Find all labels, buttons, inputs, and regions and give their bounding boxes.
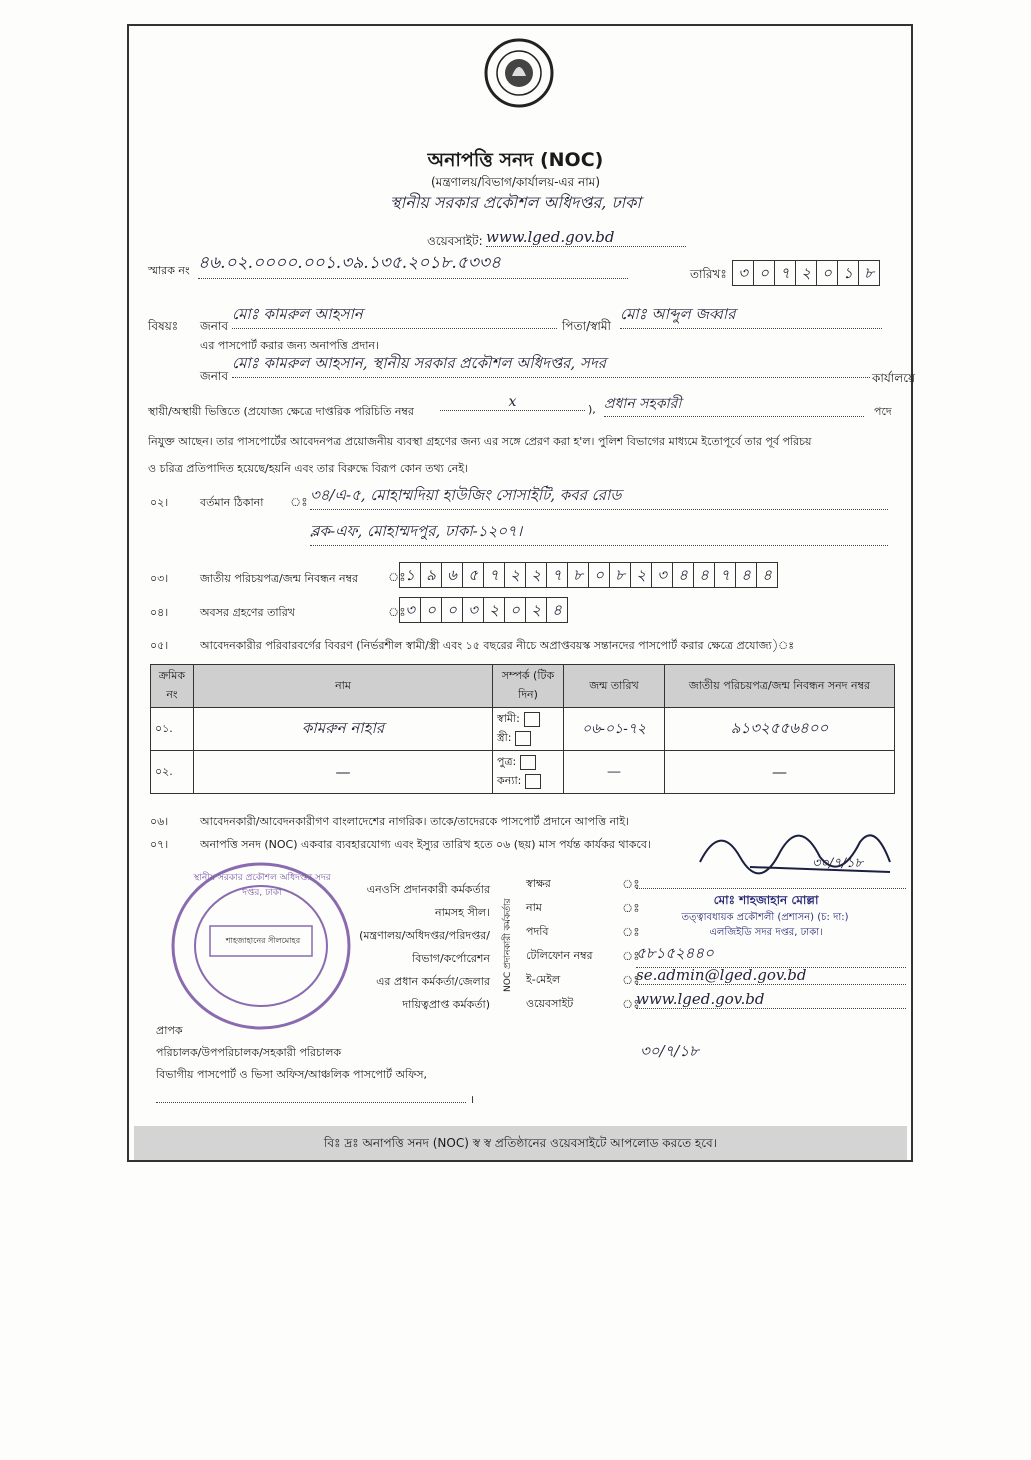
table-row bbox=[151, 751, 895, 794]
nid-digit: ২ bbox=[504, 562, 526, 588]
field-colons: ঃ ঃ ঃ ঃ ঃ ঃ bbox=[622, 877, 640, 1011]
nid-digit: ৭ bbox=[714, 562, 736, 588]
recipient-line-1: পরিচালক/উপপরিচালক/সহকারী পরিচালক bbox=[156, 1046, 342, 1059]
col-nid: জাতীয় পরিচয়পত্র/জন্ম নিবন্ধন সনদ নম্বর bbox=[665, 665, 895, 708]
rel-wife-label: স্ত্রী: bbox=[497, 731, 512, 744]
signatory-phone: ৫৮১৫২৪৪০ bbox=[636, 942, 906, 968]
signatory-website: www.lged.gov.bd bbox=[636, 990, 906, 1009]
designation: প্রধান সহকারী bbox=[604, 392, 864, 417]
item-2-no: ০২। bbox=[150, 496, 169, 509]
nid-digit: ৪ bbox=[693, 562, 715, 588]
item-2-colon: ঃ bbox=[290, 495, 308, 509]
left-block-line: নামসহ সীল। bbox=[435, 906, 490, 919]
daughter-checkbox[interactable] bbox=[525, 774, 541, 789]
row-serial: ০১. bbox=[151, 708, 194, 751]
field-website-label: ওয়েবসাইট bbox=[526, 997, 574, 1010]
row-serial: ০২. bbox=[151, 751, 194, 794]
body-line2-mid: ), bbox=[588, 403, 596, 416]
row-name: কামরুন নাহার bbox=[194, 708, 493, 751]
signatory-email: se.admin@lged.gov.bd bbox=[636, 966, 906, 985]
memo-label: স্মারক নং bbox=[148, 264, 190, 277]
retirement-digit: ৩ bbox=[399, 597, 421, 623]
body-line3: নিযুক্ত আছেন। তার পাসপোর্টের আবেদনপত্র প্রয়োজনীয় ব্যবস্থা গ্রহণের জন্য এর সঙ্গে প্রেরণ করা হ'ল। পুলিশ বিভাগের মাধ্যমে ইতোপূর্বে তার পূর্ব পরিচয় bbox=[148, 435, 812, 448]
field-phone-label: টেলিফোন নম্বর bbox=[526, 949, 593, 962]
body-mr-label: জনাব bbox=[200, 369, 229, 383]
date-digit: ৮ bbox=[858, 260, 880, 286]
item-3-label: জাতীয় পরিচয়পত্র/জন্ম নিবন্ধন নম্বর bbox=[200, 572, 359, 585]
col-relation: সম্পর্ক (টিক দিন) bbox=[493, 665, 564, 708]
retirement-digit: ২ bbox=[483, 597, 505, 623]
date-boxes bbox=[733, 260, 880, 286]
stamp-text: স্থানীয় সরকার প্রকৌশল অধিদপ্তর সদর দপ্তর, ঢাকা bbox=[193, 873, 331, 898]
item-3-colon: ঃ bbox=[388, 570, 406, 584]
left-block-line: বিভাগ/কর্পোরেশন bbox=[412, 952, 490, 965]
retirement-digit: ৩ bbox=[462, 597, 484, 623]
item-4-no: ০৪। bbox=[150, 606, 169, 619]
nid-digit: ০ bbox=[588, 562, 610, 588]
left-block-line: (মন্ত্রণালয়/অধিদপ্তর/পরিদপ্তর/ bbox=[359, 929, 490, 942]
nid-digit: ৪ bbox=[672, 562, 694, 588]
husband-checkbox[interactable] bbox=[524, 712, 540, 727]
signatory-title: তত্ত্বাবধায়ক প্রকৌশলী (প্রশাসন) (চ: দা:) bbox=[681, 912, 849, 923]
date-digit: ০ bbox=[816, 260, 838, 286]
item-6-label: আবেদনকারী/আবেদনকারীগণ বাংলাদেশের নাগরিক। তাকে/তাদেরকে পাসপোর্ট প্রদানে আপত্তি নাই। bbox=[200, 815, 630, 828]
item-3-no: ০৩। bbox=[150, 572, 169, 585]
stamp-name: শাহজাহানের সীলমোহর bbox=[225, 936, 301, 945]
item-7-label: অনাপত্তি সনদ (NOC) একবার ব্যবহারযোগ্য এবং ইস্যুর তারিখ হতে ০৬ (ছয়) মাস পর্যন্ত কার্যকর থাকবে। bbox=[200, 838, 651, 851]
item-6-no: ০৬। bbox=[150, 815, 169, 828]
document-subtitle: (মন্ত্রণালয়/বিভাগ/কার্যালয়-এর নাম) bbox=[430, 175, 601, 189]
signatory-fields bbox=[526, 872, 593, 1016]
applicant-name: মোঃ কামরুল আহসান bbox=[232, 303, 557, 329]
vertical-note: NOC প্রদানকারী কর্মকর্তার bbox=[503, 898, 513, 992]
rel-daughter-label: কন্যা: bbox=[497, 774, 522, 787]
body-line2-suffix: পদে bbox=[874, 405, 892, 418]
item-5-label: আবেদনকারীর পরিবারবর্গের বিবরণ (নির্ভরশীল স্বামী/স্ত্রী এবং ১৫ বছরের নীচে অপ্রাপ্তবয়স্ক সন্তানদের পাসপোর্ট করার ক্ষেত্রে প্রযোজ্য)ঃ bbox=[200, 639, 795, 652]
recipient-label: প্রাপক bbox=[156, 1024, 183, 1037]
nid-digit: ৩ bbox=[651, 562, 673, 588]
signatory-name: মোঃ শাহজাহান মোল্লা bbox=[713, 893, 819, 907]
date-digit: ২ bbox=[795, 260, 817, 286]
table-row bbox=[151, 708, 895, 751]
website-label: ওয়েবসাইট: bbox=[427, 234, 483, 248]
retirement-digit: ০ bbox=[504, 597, 526, 623]
nid-digit: ৬ bbox=[441, 562, 463, 588]
date-digit: ১ bbox=[837, 260, 859, 286]
recipient-line-3 bbox=[156, 1096, 466, 1103]
website-value: www.lged.gov.bd bbox=[486, 228, 686, 247]
col-name: নাম bbox=[194, 665, 493, 708]
col-dob: জন্ম তারিখ bbox=[564, 665, 665, 708]
nid-digit: ২ bbox=[525, 562, 547, 588]
rel-son-label: পুত্র: bbox=[497, 755, 517, 768]
recipient-line-2: বিভাগীয় পাসপোর্ট ও ভিসা অফিস/আঞ্চলিক পাসপোর্ট অফিস, bbox=[156, 1068, 427, 1081]
col-serial: ক্রমিক নং bbox=[151, 665, 194, 708]
body-name-office: মোঃ কামরুল আহসান, স্থানীয় সরকার প্রকৌশল অধিদপ্তর, সদর bbox=[232, 352, 870, 378]
nid-digit: ৮ bbox=[567, 562, 589, 588]
item-4-label: অবসর গ্রহণের তারিখ bbox=[200, 606, 295, 619]
body-line2-prefix: স্থায়ী/অস্থায়ী ভিত্তিতে (প্রযোজ্য ক্ষেত্রে দাপ্তরিক পরিচিতি নম্বর bbox=[148, 405, 414, 418]
row-dob: ০৬-০১-৭২ bbox=[564, 708, 665, 751]
retirement-digit: ৪ bbox=[546, 597, 568, 623]
field-signature-label: স্বাক্ষর bbox=[526, 877, 551, 890]
body-line4: ও চরিত্র প্রতিপাদিত হয়েছে/হয়নি এবং তার বিরুদ্ধে বিরূপ কোন তথ্য নেই। bbox=[148, 462, 468, 475]
row-name: — bbox=[194, 751, 493, 794]
footer-note: বিঃ দ্রঃ অনাপত্তি সনদ (NOC) স্ব স্ব প্রতিষ্ঠানের ওয়েবসাইটে আপলোড করতে হবে। bbox=[134, 1126, 907, 1160]
date-digit: ০ bbox=[753, 260, 775, 286]
item-2-label: বর্তমান ঠিকানা bbox=[200, 496, 264, 509]
address-line-2: ব্লক-এফ, মোহাম্মদপুর, ঢাকা-১২০৭। bbox=[310, 520, 888, 546]
family-table bbox=[150, 664, 895, 794]
date-digit: ৩ bbox=[732, 260, 754, 286]
wife-checkbox[interactable] bbox=[515, 731, 531, 746]
nid-digit: ১ bbox=[399, 562, 421, 588]
family-table-header bbox=[151, 665, 895, 708]
son-checkbox[interactable] bbox=[520, 755, 536, 770]
nid-digit: ৫ bbox=[462, 562, 484, 588]
nid-digit: ৭ bbox=[546, 562, 568, 588]
left-block-line: এর প্রধান কর্মকর্তা/জেলার bbox=[376, 975, 490, 988]
subject-purpose: এর পাসপোর্ট করার জন্য অনাপত্তি প্রদান। bbox=[200, 339, 379, 352]
signature bbox=[690, 812, 910, 892]
recipient-line-end: । bbox=[470, 1093, 475, 1106]
row-nid: ৯১৩২৫৫৬৪০০ bbox=[665, 708, 895, 751]
father-name: মোঃ আব্দুল জব্বার bbox=[620, 303, 882, 329]
field-name-label: নাম bbox=[526, 901, 542, 914]
row-nid: — bbox=[665, 751, 895, 794]
nid-digit: ২ bbox=[630, 562, 652, 588]
date-digit: ৭ bbox=[774, 260, 796, 286]
signature-date: ৩০/৭/১৮ bbox=[812, 856, 863, 871]
memo-number: ৪৬.০২.০০০০.০০১.৩৯.১৩৫.২০১৮.৫৩৩৪ bbox=[198, 250, 628, 279]
nid-digit: ৪ bbox=[735, 562, 757, 588]
signatory-office: এলজিইডি সদর দপ্তর, ঢাকা। bbox=[709, 927, 823, 938]
recipient-initials: ৩০/৭/১৮ bbox=[640, 1042, 699, 1060]
item-4-colon: ঃ bbox=[388, 605, 406, 619]
signature-line bbox=[636, 888, 906, 889]
left-block-line: দায়িত্বপ্রাপ্ত কর্মকর্তা) bbox=[402, 998, 490, 1011]
item-5-no: ০৫। bbox=[150, 639, 169, 652]
item-7-no: ০৭। bbox=[150, 838, 169, 851]
retirement-digit: ২ bbox=[525, 597, 547, 623]
office-suffix: কার্যালয়ে bbox=[872, 371, 916, 385]
left-block-line: এনওসি প্রদানকারী কর্মকর্তার bbox=[366, 883, 490, 896]
field-designation-label: পদবি bbox=[526, 925, 549, 938]
rel-husband-label: স্বামী: bbox=[497, 712, 520, 725]
office-name: স্থানীয় সরকার প্রকৌশল অধিদপ্তর, ঢাকা bbox=[389, 193, 642, 212]
row-relation bbox=[493, 708, 564, 751]
father-label: পিতা/স্বামী bbox=[562, 319, 611, 333]
nid-digit: ৭ bbox=[483, 562, 505, 588]
retirement-digit: ০ bbox=[441, 597, 463, 623]
nid-digit: ৯ bbox=[420, 562, 442, 588]
signatory-left-block bbox=[340, 878, 490, 1016]
retirement-boxes bbox=[400, 597, 568, 623]
nid-boxes bbox=[400, 562, 778, 588]
date-label: তারিখঃ bbox=[690, 267, 727, 281]
official-id: x bbox=[440, 394, 585, 411]
nid-digit: ৪ bbox=[756, 562, 778, 588]
nid-digit: ৮ bbox=[609, 562, 631, 588]
document-title: অনাপত্তি সনদ (NOC) bbox=[427, 149, 604, 171]
row-relation bbox=[493, 751, 564, 794]
address-line-1: ৩৪/এ-৫, মোহাম্মদিয়া হাউজিং সোসাইটি, কবর রোড bbox=[310, 484, 888, 510]
subject-label: বিষয়ঃ bbox=[148, 319, 179, 333]
row-dob: — bbox=[564, 751, 665, 794]
retirement-digit: ০ bbox=[420, 597, 442, 623]
government-seal bbox=[484, 38, 554, 108]
subject-mr-label: জনাব bbox=[200, 319, 229, 333]
field-email-label: ই-মেইল bbox=[526, 973, 561, 986]
